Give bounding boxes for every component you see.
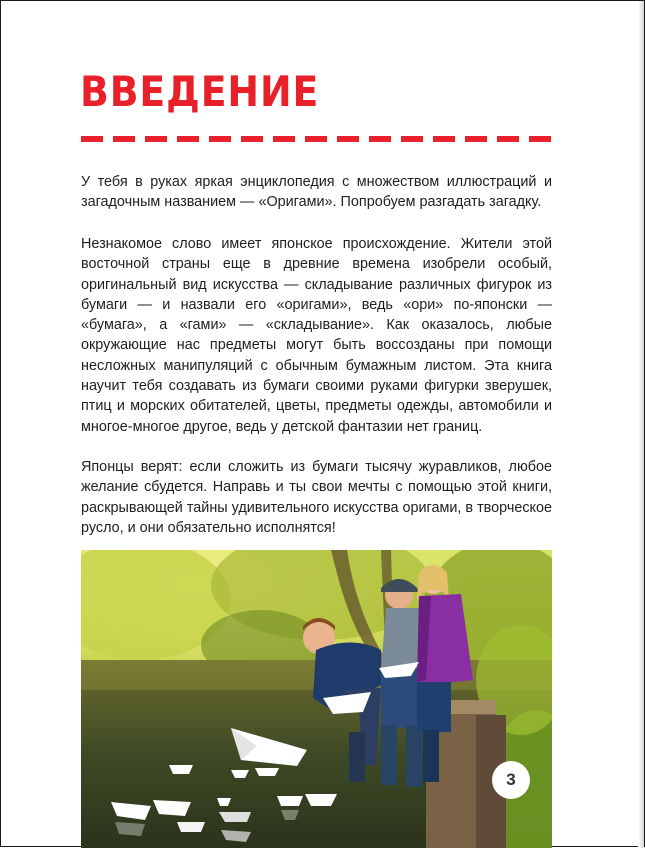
- intro-paragraph-3: Японцы верят: если сложить из бумаги тысячу журавликов, любое желание сбудется. Направь и ты свои мечты с помощью этой книги, раскрывающей тайны удивительного искусства оригами, в творческое русло, и они обязательно исполнятся!: [81, 459, 552, 536]
- page-number-badge: 3: [492, 761, 530, 799]
- page-title: ВВЕДЕНИЕ: [80, 67, 320, 116]
- page-edge-shadow: [638, 1, 644, 848]
- children-paper-boats-photo: [81, 550, 552, 848]
- intro-paragraph-2: Незнакомое слово имеет японское происхождение. Жители этой восточной страны еще в древние времена изобрели особый, оригинальный вид искусства — складывание различных фигурок из бумаги — и назвали его «оригами», ведь «ори» по-японски — «бумага», а «гами» — «складывание». Как оказалось, любые окружающие нас предметы могут быть воссозданы при помощи несложных манипуляций с обычным бумажным листом. Эта книга научит тебя создавать из бумаги своими руками фигурки зверушек, птиц и морских обитателей, цветы, предметы одежды, автомобили и многое-многое другое, ведь у детской фантазии нет границ.: [81, 236, 552, 435]
- title-dashed-underline: [81, 136, 553, 142]
- intro-paragraph-1: У тебя в руках яркая энциклопедия с множеством иллюстраций и загадочным названием — «Оригами». Попробуем разгадать загадку.: [81, 174, 552, 211]
